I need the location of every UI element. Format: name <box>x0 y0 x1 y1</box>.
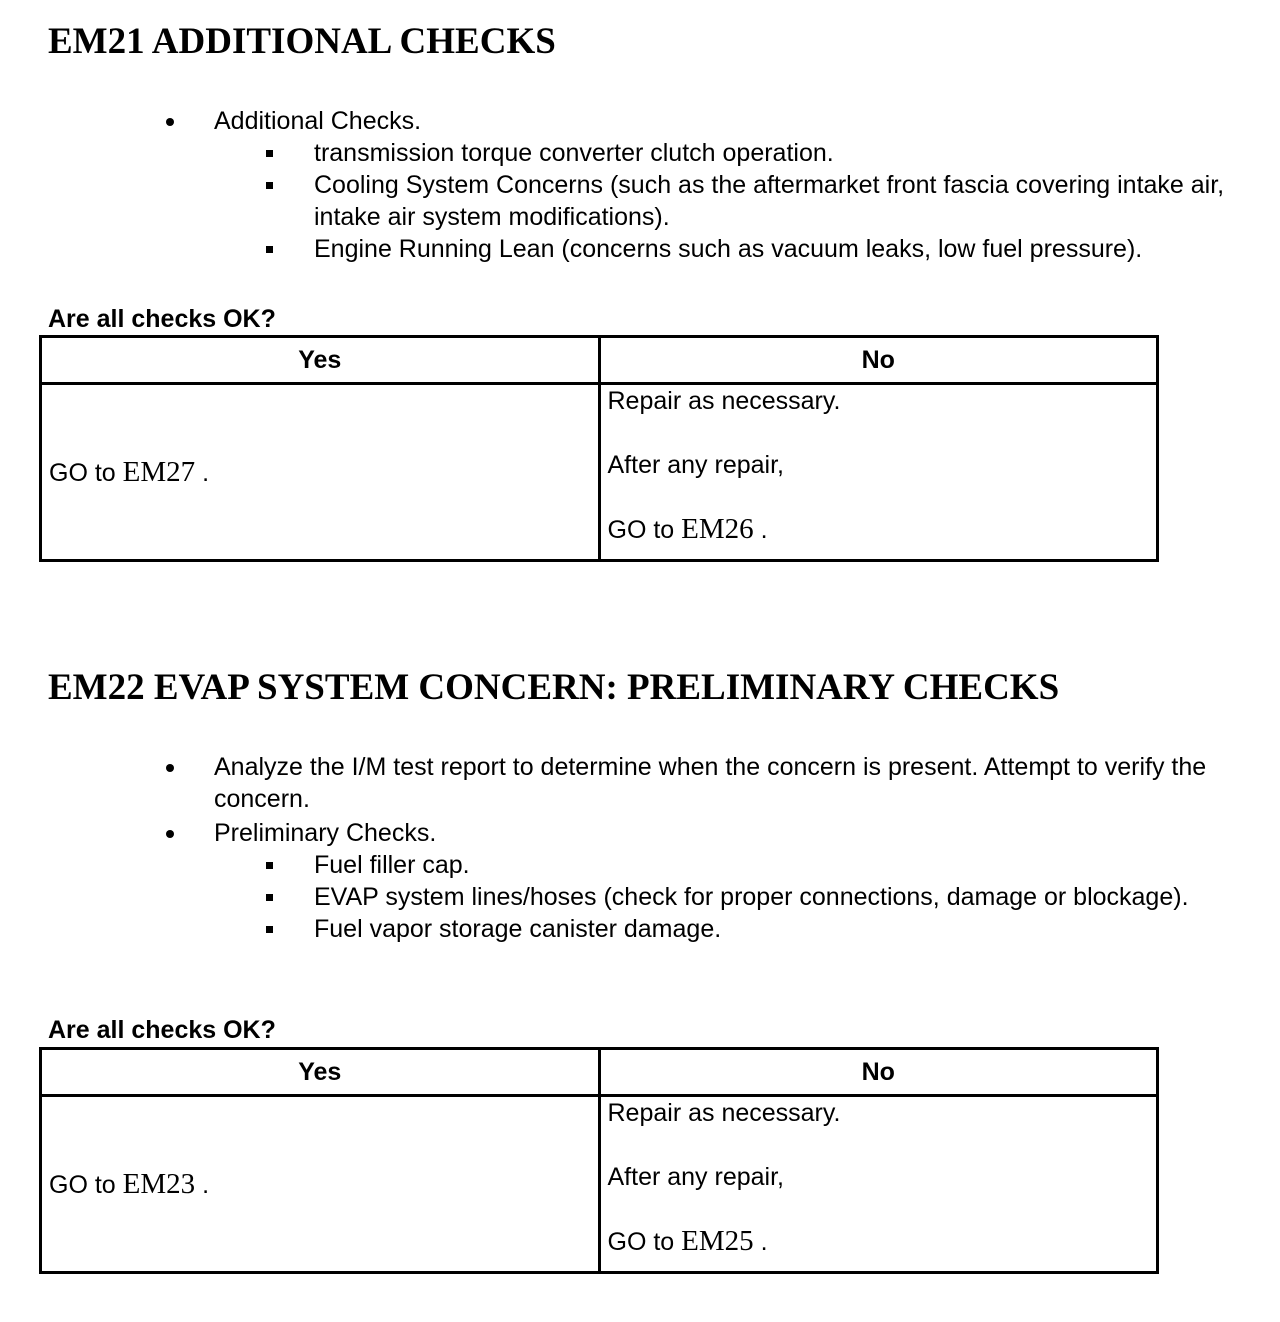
no-go-to-line <box>608 1225 1157 1257</box>
sub-list-item <box>0 137 1280 169</box>
go-to-em23-link[interactable]: EM23 <box>122 1167 196 1200</box>
repair-text: Repair as necessary. <box>607 387 841 415</box>
sub-list-item-text: Fuel filler cap. <box>314 851 470 879</box>
no-go-to-line <box>608 513 1157 545</box>
after-repair-text: After any repair, <box>607 1163 784 1191</box>
sub-list-item <box>0 881 1280 913</box>
yes-header: Yes <box>41 337 600 384</box>
go-to-suffix: . <box>753 516 768 544</box>
go-to-em27-link[interactable]: EM27 <box>122 455 196 488</box>
sub-list-item-text: transmission torque converter clutch operation. <box>314 139 834 167</box>
sub-list-item-text: Engine Running Lean (concerns such as vacuum leaks, low fuel pressure). <box>314 235 1143 263</box>
go-to-suffix: . <box>753 1228 768 1256</box>
checks-question-em21: Are all checks OK? <box>48 305 276 333</box>
go-to-label: GO to <box>607 1228 675 1256</box>
bullet-square-icon <box>266 894 273 901</box>
go-to-label: GO to <box>49 1170 116 1199</box>
result-table-em22 <box>39 1047 1159 1274</box>
table-row <box>41 1096 1158 1273</box>
go-to-label: GO to <box>607 516 675 544</box>
bullet-square-icon <box>266 150 273 157</box>
yes-cell <box>41 384 600 561</box>
yes-cell <box>41 1096 600 1273</box>
after-repair-text: After any repair, <box>607 451 784 479</box>
no-header: No <box>599 1049 1158 1096</box>
sub-list-item-text: Fuel vapor storage canister damage. <box>314 915 722 943</box>
list-item <box>0 817 1280 945</box>
no-cell <box>599 384 1158 561</box>
no-cell <box>599 1096 1158 1273</box>
sub-list-item <box>0 169 1280 233</box>
table-header-row <box>41 337 1158 384</box>
sub-list-item <box>0 233 1280 265</box>
go-to-em25-link[interactable]: EM25 <box>681 1225 754 1257</box>
list-item <box>0 105 1280 265</box>
bullet-dot-icon <box>166 830 174 838</box>
bullet-square-icon <box>266 182 273 189</box>
checks-list-em22 <box>0 751 1280 947</box>
sub-list-item <box>0 913 1280 945</box>
table-row <box>41 384 1158 561</box>
result-table-em21 <box>39 335 1159 562</box>
go-to-em26-link[interactable]: EM26 <box>681 513 754 545</box>
list-item-text: Additional Checks. <box>214 107 422 135</box>
bullet-dot-icon <box>166 764 174 772</box>
go-to-label: GO to <box>49 458 116 487</box>
sub-list-item-text: EVAP system lines/hoses (check for proper connections, damage or blockage). <box>314 883 1189 911</box>
checks-question-em22: Are all checks OK? <box>48 1016 276 1044</box>
section-heading-em22: EM22 EVAP SYSTEM CONCERN: PRELIMINARY CHECKS <box>48 667 1060 708</box>
no-header: No <box>599 337 1158 384</box>
list-item-text: Analyze the I/M test report to determine when the concern is present. Attempt to verify the concern. <box>214 753 1207 813</box>
section-heading-em21: EM21 ADDITIONAL CHECKS <box>48 21 556 62</box>
yes-header: Yes <box>41 1049 600 1096</box>
bullet-square-icon <box>266 926 273 933</box>
go-to-suffix: . <box>195 458 210 487</box>
sub-list-item-text: Cooling System Concerns (such as the aftermarket front fascia covering intake air, intake air system modifications). <box>314 171 1225 231</box>
repair-text: Repair as necessary. <box>607 1099 841 1127</box>
go-to-suffix: . <box>195 1170 210 1199</box>
sub-list-item <box>0 849 1280 881</box>
bullet-square-icon <box>266 246 273 253</box>
list-item <box>0 751 1280 815</box>
bullet-dot-icon <box>166 118 174 126</box>
table-header-row <box>41 1049 1158 1096</box>
bullet-square-icon <box>266 862 273 869</box>
list-item-text: Preliminary Checks. <box>214 819 437 847</box>
checks-list-em21 <box>0 105 1280 267</box>
